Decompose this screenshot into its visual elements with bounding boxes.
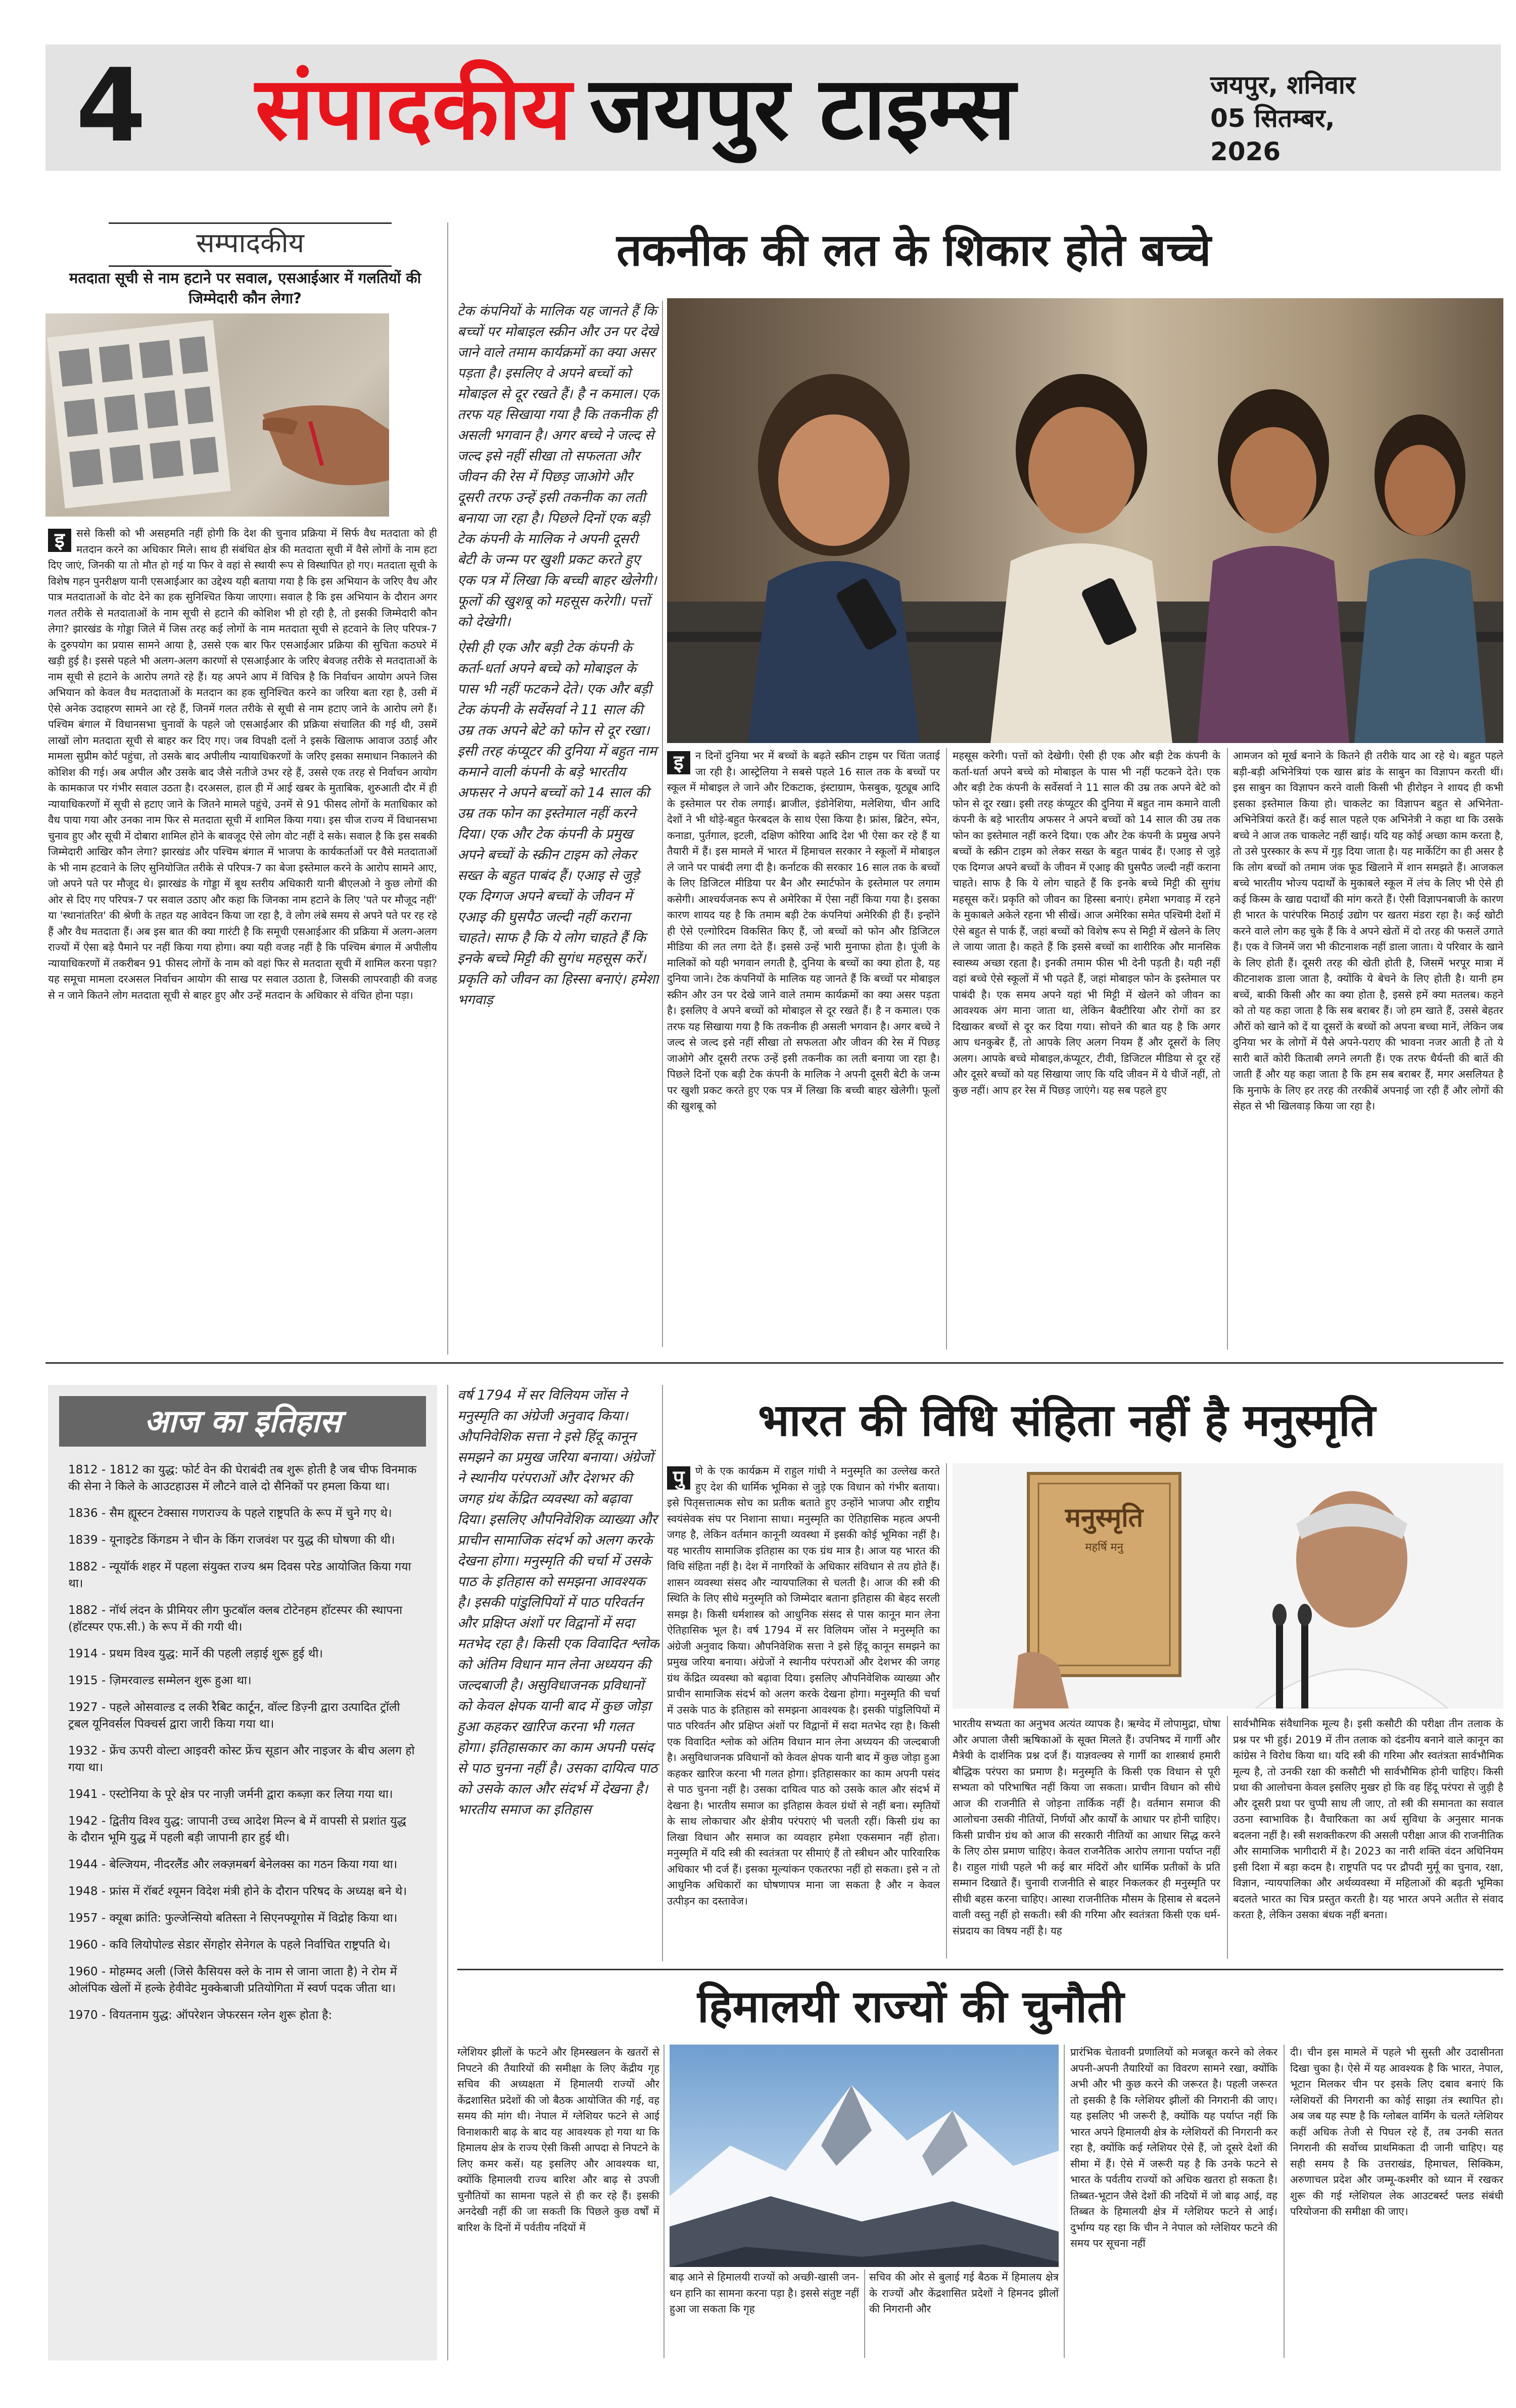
manusmriti-column-2: भारतीय सभ्यता का अनुभव अत्यंत व्यापक है। ऋग्वेद में लोपामुद्रा, घोषा और अपाला जैसी ऋषिकाओं के सूक्त मिलते हैं। उपनिषद में गार्गी और मैत्रेयी के दार्शनिक प्रश्न दर्ज हैं। याज्ञवल्क्य से गार्गी का शास्त्रार्थ हमारी बौद्धिक परंपरा का प्रमाण है। मनुस्मृति के किसी एक विधान से पूरी सभ्यता को परिभाषित नहीं किया जा सकता। प्राचीन विधान को सीधे आज की राजनीति से जोड़ना तार्किक नहीं है। वर्तमान समाज की आलोचना उसकी नीतियों, निर्णयों और कार्यों के आधार पर होनी चाहिए। किसी प्राचीन ग्रंथ को आज की सरकारी नीतियों का आधार सिद्ध करने के लिए ठोस प्रमाण चाहिए। केवल राजनैतिक आरोप लगाना पर्याप्त नहीं है। राहुल गांधी पहले भी कई बार मंदिरों और धार्मिक प्रतीकों के प्रति सम्मान दिखाते हैं। चुनावी राजनीति से बाहर निकलकर ही मनुस्मृति पर सीधी बहस करना चाहिए। आस्था राजनीतिक मौसम के हिसाब से बदलने वाली वस्तु नहीं हो सकती। स्त्री की गरिमा और स्वतंत्रता किसी एक धर्म-संप्रदाय का विषय नहीं है। यह [953, 1718, 1220, 1937]
sampadkiya-text: ससे किसी को भी असहमति नहीं होगी कि देश की चुनाव प्रक्रिया में सिर्फ वैध मतदाता को ही मतदान करने का अधिकार मिले। साथ ही संबंधित क्षेत्र की मतदाता सूची में वैसे लोगों के नाम हटा दिए जाएं, जिनकी या तो मौत हो गई या फिर वे वहां से स्थायी रूप से विस्थापित हो गए। मतदाता सूची के विशेष गहन पुनरीक्षण यानी एसआईआर का उद्देश्य यही बताया गया है कि इस अभियान के जरिए वैध और पात्र मतदाताओं के वोट देने का हक सुनिश्चित किया जाएगा। सवाल है कि इस अभियान के दौरान अगर गलत तरीके से मतदाताओं के नाम सूची से हटाने की कोशिश भी हो रही है, तो इसकी जिम्मेदारी कौन लेगा? झारखंड के गोड्डा जिले में जिस तरह कई लोगों के नाम मतदाता सूची से हटवाने के लिए परिपत्र-7 के दुरुपयोग का प्रयास सामने आया है, उससे एक बार फिर एसआईआर प्रक्रिया की सुचिता कठघरे में खड़ी हुई है। इससे पहले भी अलग-अलग कारणों से एसआईआर के जरिए बेवजह तरीके से मतदाताओं के नाम सूची से हटाने के आरोप लगते रहे हैं। यह अपने आप में विचित्र है कि निर्वाचन आयोग अपने जिस अभियान को केवल वैध मतदाताओं के मतदान का हक सुनिश्चित करने का जरिया बता रहा है, उसी में ऐसे अनेक उदाहरण सामने आ रहे हैं, जिनमें गलत तरीके से सूची से नाम हटाए जाने के आरोप लगे हैं। पश्चिम बंगाल में विधानसभा चुनावों के पहले जो एसआईआर की प्रक्रिया संचालित की गई थी, उसमें लाखों लोग मतदाता सूची से बाहर कर दिए गए। जब विपक्षी दलों ने इसके खिलाफ आवाज उठाई और मामला सुप्रीम कोर्ट पहुंचा, तो उसके बाद अपीलीय न्यायाधिकरणों के जरिए इसका समाधान निकालने की कोशिश की गई। अब अपील और उसके बाद जैसे नतीजे उभर रहे हैं, उससे एक तरह से निर्वाचन आयोग के कामकाज पर गंभीर सवाल उठता है। दरअसल, हाल ही में आई खबर के मुताबिक, शुरुआती दौर में ही न्यायाधिकरणों में सूची से हटाए जाने के जितने मामले पहुंचे, उनमें से 91 फीसद लोगों के मताधिकार को वैध पाया गया और उनका नाम फिर से मतदाता सूची में शामिल किया गया। इस चीज राज्य में विधानसभा चुनाव हुए और सूची में दोबारा शामिल होने के बावजूद ऐसे लोग वोट नहीं दे सके। सवाल है कि इस सबकी जिम्मेदारी आखिर कौन लेगा? झारखंड और पश्चिम बंगाल में भाजपा के कार्यकर्ताओं पर वैसे मतदाताओं के भी नाम हटवाने के लिए सुनियोजित तरीके से परिपत्र-7 का बेजा इस्तेमाल करने के आरोप सामने आए, जो अपने पते पर मौजूद थे। झारखंड के गोड्डा में बूथ स्तरीय अधिकारी यानी बीएलओ ने कुछ लोगों की ओर से दिए गए परिपत्र-7 पर सवाल उठाए और कहा कि जिनका नाम हटाने के लिए 'पते पर मौजूद नहीं' या 'स्थानांतरित' की श्रेणी के तहत यह आवेदन किया जा रहा है, वे लोग लंबे समय से अपने पते पर रह रहे हैं और वैध मतदाता हैं। अब इस बात की क्या गारंटी है कि समूची एसआईआर की प्रक्रिया में अलग-अलग राज्यों में ऐसा बड़े पैमाने पर नहीं किया गया होगा। क्या यही वजह नहीं है कि पश्चिम बंगाल में अपीलीय न्यायाधिकरणों में तकरीबन 91 फीसद लोगों के नाम को वहां फिर से मतदाता सूची में शामिल करना पड़ा? यह समूचा मामला दरअसल निर्वाचन आयोग की साख पर सवाल उठाता है, जिसकी लापरवाही की वजह से न जाने कितने लोग मतदाता सूची से बाहर हुए और उन्हें मतदान के अधिकार से वंचित होना पड़ा। [48, 527, 437, 1001]
tech-column-3: आमजन को मूर्ख बनाने के कितने ही तरीके याद आ रहे थे। बहुत पहले बड़ी-बड़ी अभिनेत्रियां एक खास ब्रांड के साबुन का विज्ञापन करती थीं। इस साबुन का विज्ञापन करने वाली किसी भी हीरोइन ने शायद ही कभी इसका इस्तेमाल किया हो। चाकलेट का विज्ञापन बहुत से अभिनेता-अभिनेत्रियां करते हैं। कई साल पहले एक अभिनेत्री ने कहा था कि उसके बच्चे ने आज तक चाकलेट नहीं खाई। यदि यह कोई अच्छा काम करता है, तो उसे पुरस्कार के रूप में गुड़ दिया जाता है। यह मार्केटिंग का ही असर है कि लोग बच्चों को तमाम जंक फूड खिलाने में शान समझते हैं। आजकल बच्चे भारतीय भोज्य पदार्थों के मुकाबले स्कूल में लंच के लिए भी ऐसे ही कई किस्म के खाद्य पदार्थों की मांग करते हैं। ऐसी विज्ञापनबाजी के कारण ही भारत के पारंपरिक मिठाई उद्योग पर खतरा मंडरा रहा है। कई खोटी करने वाले लोग कह चुके हैं कि वे अपने खेतों में दो तरह की फसलें उगाते हैं। एक वे जिनमें जरा भी कीटनाशक नहीं डाला जाता। ये परिवार के खाने के लिए होती हैं। दूसरी तरह की खेती होती है, जिसमें भरपूर मात्रा में कीटनाशक डाला जाता है, क्योंकि ये बेचने के लिए होती है। यानी हम बच्चें, बाकी किसी और का क्या होता है, इससे हमें क्या मतलब। कहने को तो यह कहा जाता है कि सब बराबर हैं। जो हम खाते हैं, उससे बेहतर औरों को खाने को दें या दूसरों के बच्चों को अपना बच्चा मानें, लेकिन जब दुनिया भर के लोगों में पैसे अपने-पराए की भावना नजर आती है तो ये सारी बातें कोरी किताबी लगने लगती हैं। एक तरफ धैर्यन्ती की बातें की जाती हैं और यह कहा जाता है कि हम सब बराबर हैं, मगर असलियत है कि मुनाफे के लिए हर तरह की तरकीबें अपनाई जा रही हैं और लोगों की सेहत से भी खिलवाड़ किया जा रहा है। [1233, 750, 1503, 1112]
himalaya-column-3: सचिव की ओर से बुलाई गई बैठक में हिमालय क्षेत्र के राज्यों और केंद्रशासित प्रदेशों ने हिमनद झीलों की निगरानी और [869, 2271, 1059, 2315]
tech-col1-text: न दिनों दुनिया भर में बच्चों के बढ़ते स्क्रीन टाइम पर चिंता जताई जा रही है। आस्ट्रेलिया ने सबसे पहले 16 साल तक के बच्चों पर स्कूल में मोबाइल ले जाने और टिकटाक, इंस्टाग्राम, फेसबुक, यूट्यूब आदि के इस्तेमाल पर रोक लगाई। ब्राजील, इंडोनेशिया, मलेशिया, चीन आदि देशों ने भी थोड़े-बहुत फेरबदल के साथ ऐसा किया है। फ्रांस, ब्रिटेन, स्पेन, कनाडा, पुर्तगाल, इटली, दक्षिण कोरिया आदि देश भी ऐसा कर रहे हैं या तैयारी में हैं। इस मामले में भारत में हिमाचल सरकार ने स्कूलों में मोबाइल ले जाने पर पाबंदी लगा दी है। कर्नाटक की सरकार 16 साल तक के बच्चों के लिए डिजिटल मीडिया पर बैन और स्मार्टफोन के इस्तेमाल पर लगाम कसेगी। आश्चर्यजनक रूप से अमेरिका में ऐसा नहीं किया गया है। इसका कारण शायद यह है कि तमाम बड़ी टेक कंपनियां अमेरिकी ही हैं। इन्होंने ही ऐसे एल्गोरिदम विकसित किए हैं, जो बच्चों को फोन और डिजिटल मीडिया की लत लगा देते हैं। इससे उन्हें भारी मुनाफा होता है। पूंजी के मालिकों को यही भगवान लगती है, दुनिया के बच्चों का क्या होता है, यह दुनिया जाने। टेक कंपनियों के मालिक यह जानते हैं कि बच्चों पर मोबाइल स्क्रीन और उन पर देखे जाने वाले तमाम कार्यक्रमों का क्या असर पड़ता है। इसलिए वे अपने बच्चों को मोबाइल से दूर रखते हैं। है न कमाल। एक तरफ यह सिखाया गया है कि तकनीक ही असली भगवान है। अगर बच्चे ने जल्द से जल्द इसे नहीं सीखा तो सफलता और जीवन की रेस में पिछड़ जाओगे और दूसरी तरफ उन्हें इसी तकनीक का लती बनाया जा रहा है। पिछले दिनों एक बड़ी टेक कंपनी के मालिक ने अपनी दूसरी बेटी के जन्म पर खुशी प्रकट करते हुए एक पत्र में लिखा कि बच्ची बाहर खेलेगी। फूलों की खुशबू को [667, 750, 940, 1112]
manusmriti-dropcap: पु [667, 1466, 690, 1490]
history-item: 1812 - 1812 का युद्ध: फोर्ट वेन की घेराबंदी तब शुरू होती है जब चीफ विनमाक की सेना ने किले के आउटहाउस में लौटने वाले दो सैनिकों पर हमला किया था। [68, 1463, 417, 1493]
column-divider [946, 748, 947, 1350]
voter-list-photo [45, 313, 389, 517]
manusmriti-headline: भारत की विधि संहिता नहीं है मनुस्मृति [758, 1394, 1376, 1446]
sampadkiya-body [48, 526, 437, 1350]
tech-column-2: महसूस करेगी। पत्तों को देखेगी। ऐसी ही एक और बड़ी टेक कंपनी के कर्ता-धर्ता अपने बच्चे को मोबाइल के पास भी नहीं फटकने देते। एक और बड़ी टेक कंपनी के सर्वेसर्वा ने 11 साल की उम्र तक अपने बेटे को फोन से दूर रखा। इसी तरह कंप्यूटर की दुनिया में बहुत नाम कमाने वाली कंपनी के बड़े भारतीय अफसर ने अपने बच्चों को 14 साल की उम्र तक फोन का इस्तेमाल नहीं करने दिया। एक और टेक कंपनी के प्रमुख अपने बच्चों के स्क्रीन टाइम को लेकर सख्त के बहुत पाबंद हैं। एआइ से जुड़े एक दिग्गज अपने बच्चों के जीवन में एआइ की घुसपैठ जल्दी नहीं कराना चाहते। साफ है कि ये लोग चाहते हैं कि इनके बच्चे मिट्टी की सुगंध महसूस करें। प्रकृति को जीवन का हिस्सा बनाएं। हमेशा भगवाड़ में रहने के मुकाबले अकेले रहना भी सीखें। आज अमेरिका समेत पश्चिमी देशों में ऐसे बहुत से पार्क हैं, जहां बच्चों को विशेष रूप से मिट्टी में खेलने के लिए ले जाया जाता है। कहते हैं कि इससे बच्चों का शारीरिक और मानसिक स्वास्थ्य अच्छा रहता है। इनकी तमाम फीस भी देनी पड़ती है। यही नहीं वहां बच्चे ऐसे स्कूलों में भी पढ़ते हैं, जहां मोबाइल फोन के इस्तेमाल पर पाबंदी है। एक समय अपने यहां भी मिट्टी में खेलने को जीवन का आवश्यक अंग माना जाता था, लेकिन बैक्टीरिया और रोगों का डर दिखाकर बच्चों से दूर कर दिया गया। सोचने की बात यह है कि अगर आप धनकुबेर हैं, तो आपके लिए अलग नियम हैं और दूसरों के लिए अलग। आपके बच्चे मोबाइल,कंप्यूटर, टीवी, डिजिटल मीडिया से दूर रहें और दूसरे बच्चों को यह सिखाया जाए कि यदि जीवन में ये चीजें नहीं, तो कुछ नहीं। आप हर रेस में पिछड़ जाएंगे। यह सब पहले हुए [953, 750, 1220, 1096]
column-divider [946, 1463, 947, 1959]
himalaya-headline: हिमालयी राज्यों की चुनौती [697, 1980, 1124, 2032]
manusmriti-pull-quote: वर्ष 1794 में सर विलियम जोंस ने मनुस्मृति का अंग्रेजी अनुवाद किया। औपनिवेशिक सत्ता ने इसे हिंदू कानून समझने का प्रमुख जरिया बनाया। अंग्रेजों ने स्थानीय परंपराओं और देशभर की जगह ग्रंथ केंद्रित व्यवस्था को बढ़ावा दिया। इसलिए औपनिवेशिक व्याख्या और प्राचीन सामाजिक संदर्भ को अलग करके देखना होगा। मनुस्मृति की चर्चा में उसके पाठ के इतिहास को समझना आवश्यक है। इसकी पांडुलिपियों में पाठ परिवर्तन और प्रक्षिप्त अंशों पर विद्वानों में सदा मतभेद रहा है। किसी एक विवादित श्लोक को अंतिम विधान मान लेना अध्ययन की जल्दबाजी है। असुविधाजनक प्रविधानों को केवल क्षेपक यानी बाद में कुछ जोड़ा हुआ कहकर खारिज करना भी गलत होगा। इतिहासकार का काम अपनी पसंद से पाठ चुनना नहीं है। उसका दायित्व पाठ को उसके काल और संदर्भ में देखना है। भारतीय समाज का इतिहास [457, 1387, 659, 1818]
tech-headline: तकनीक की लत के शिकार होते बच्चे [617, 224, 1211, 276]
himalaya-column-5: दी। चीन इस मामले में पहले भी सुस्ती और उदासीनता दिखा चुका है। ऐसे में यह आवश्यक है कि भारत, नेपाल, भूटान मिलकर चीन पर इसके लिए दबाव बनाएं कि ग्लेशियरों की निगरानी का कोई साझा तंत्र स्थापित हो। अब जब यह स्पष्ट है कि ग्लोबल वार्मिंग के चलते ग्लेशियर कहीं अधिक तेजी से पिघल रहे हैं, तब उनकी सतत निगरानी की सर्वोच्च प्राथमिकता दी जानी चाहिए। यह सही समय है कि उत्तराखंड, हिमाचल, सिक्किम, अरुणाचल प्रदेश और जम्मू-कश्मीर को ध्यान में रखकर शुरू की गई ग्लेशियल लेक आउटबर्स्ट फ्लड संबंधी परियोजना की समीक्षा की जाए। [1290, 2046, 1503, 2217]
history-item: 1915 - ज़िमरवाल्ड सम्मेलन शुरू हुआ था। [68, 1674, 252, 1687]
history-item: 1882 - नॉर्थ लंदन के प्रीमियर लीग फुटबॉल क्लब टोटेनहम हॉटस्पर की स्थापना (हॉटस्पर एफ.सी.) के रूप में की गयी थी। [68, 1604, 403, 1634]
tech-quote-1: टेक कंपनियों के मालिक यह जानते हैं कि बच्चों पर मोबाइल स्क्रीन और उन पर देखे जाने वाले तमाम कार्यक्रमों का क्या असर पड़ता है। इसलिए वे अपने बच्चों को मोबाइल से दूर रखते हैं। है न कमाल। एक तरफ यह सिखाया गया है कि तकनीक ही असली भगवान है। अगर बच्चे ने जल्द से जल्द इसे नहीं सीखा तो सफलता और जीवन की रेस में पिछड़ जाओगे और दूसरी तरफ उन्हें इसी तकनीक का लती बनाया जा रहा है। पिछले दिनों एक बड़ी टेक कंपनी के मालिक ने अपनी दूसरी बेटी के जन्म पर खुशी प्रकट करते हुए एक पत्र में लिखा कि बच्ची बाहर खेलेगी। फूलों की खुशबू को महसूस करेगी। पत्तों को देखेगी। [457, 303, 659, 630]
column-divider [1227, 1716, 1228, 1959]
manusmriti-column-1 [667, 1463, 940, 1959]
manusmriti-col1-text: णे के एक कार्यक्रम में राहुल गांधी ने मनुस्मृति का उल्लेख करते हुए देश की धार्मिक भूमिका से जुड़े एक विधान को गंभीर बताया। इसे पितृसत्तात्मक सोच का प्रतीक बताते हुए उन्होंने भाजपा और राष्ट्रीय स्वयंसेवक संघ पर निशाना साधा। मनुस्मृति का ऐतिहासिक महत्व अपनी जगह है, लेकिन वर्तमान कानूनी व्यवस्था में इसकी कोई भूमिका नहीं है। यह भारतीय सामाजिक इतिहास का एक ग्रंथ मात्र है। आज यह भारत की विधि संहिता नहीं है। देश में नागरिकों के अधिकार संविधान से तय होते हैं। शासन व्यवस्था संसद और न्यायपालिका से चलती है। आज की स्त्री की स्थिति के लिए सीधे मनुस्मृति को जिम्मेदार बताना इतिहास की बेहद सरली समझ है। किसी धर्मशास्त्र को आधुनिक संसद से पास कानून मान लेना ऐतिहासिक भूल है। वर्ष 1794 में सर विलियम जोंस ने मनुस्मृति का अंग्रेजी अनुवाद किया। औपनिवेशिक सत्ता ने इसे हिंदू कानून समझने का प्रमुख जरिया बनाया। अंग्रेजों ने स्थानीय परंपराओं और देशभर की जगह ग्रंथ केंद्रित व्यवस्था को बढ़ावा दिया। इसलिए औपनिवेशिक व्याख्या और प्राचीन सामाजिक संदर्भ को अलग करके देखना होगा। मनुस्मृति की चर्चा में उसके पाठ के इतिहास को समझना आवश्यक है। इसकी पांडुलिपियों में पाठ परिवर्तन और प्रक्षिप्त अंशों पर विद्वानों में सदा मतभेद रहा है। किसी एक विवादित श्लोक को अंतिम विधान मान लेना अध्ययन की जल्दबाजी है। असुविधाजनक प्रविधानों को केवल क्षेपक यानी बाद में कुछ जोड़ा हुआ कहकर खारिज करना भी गलत होगा। इतिहासकार का काम अपनी पसंद से पाठ चुनना नहीं है। उसका दायित्व पाठ को उसके काल और संदर्भ में देखना है। भारतीय समाज का इतिहास केवल ग्रंथों से नहीं बना। स्मृतियों के साथ लोकाचार और क्षेत्रीय परंपराएं भी चलती रहीं। किसी ग्रंथ का लिखा विधान और समाज का व्यवहार हमेशा एकसमान नहीं होता। मनुस्मृति में यदि स्त्री की स्वतंत्रता पर सीमाएं हैं तो स्त्रीधन और पारिवारिक अधिकार भी दर्ज हैं। इसका मूल्यांकन एकतरफा नहीं हो सकता। इसे न तो आधुनिक अधिकारों का घोषणापत्र माना जा सकता है और न केवल उत्पीड़न का दस्तावेज। [667, 1465, 940, 1907]
history-item: 1914 - प्रथम विश्व युद्ध: मार्ने की पहली लड़ाई शुरू हुई थी। [68, 1647, 323, 1660]
section-title: संपादकीय [255, 58, 572, 159]
himalaya-mountain-photo [670, 2045, 1059, 2267]
tech-column-1 [667, 748, 940, 1350]
children-phones-photo [667, 298, 1503, 743]
manusmriti-column-3: सार्वभौमिक संवैधानिक मूल्य है। इसी कसौटी की परीक्षा तीन तलाक के प्रश्न पर भी हुई। 2019 में तीन तलाक को दंडनीय बनाने वाले कानून का कांग्रेस ने विरोध किया था। यदि स्त्री की गरिमा और स्वतंत्रता सार्वभौमिक मूल्य है, तो उनकी रक्षा की कसौटी भी सार्वभौमिक होनी चाहिए। किसी प्रथा की आलोचना केवल इसलिए मुखर हो कि वह हिंदू परंपरा से जुड़ी है और दूसरी प्रथा पर चुप्पी साध ली जाए, तो स्त्री की समानता का सवाल उठना स्वाभाविक है। वैचारिकता का अर्थ सुविधा के अनुसार मानक बदलना नहीं है। स्त्री सशक्तीकरण की असली परीक्षा आज की राजनीतिक और सामाजिक भागीदारी में है। 2023 का नारी शक्ति वंदन अधिनियम इसी दिशा में बड़ा कदम है। राष्ट्रपति पद पर द्रौपदी मुर्मू का चुनाव, रक्षा, विज्ञान, न्यायपालिका और अर्थव्यवस्था में महिलाओं की बढ़ती भूमिका बदलते भारत का चित्र प्रस्तुत करती है। यह भारत अपने अतीत से संवाद करता है, लेकिन उसका बंधक नहीं बनता। [1233, 1718, 1503, 1921]
himalaya-column-1: ग्लेशियर झीलों के फटने और हिमस्खलन के खतरों से निपटने की तैयारियों की समीक्षा के लिए केंद्रीय गृह सचिव की अध्यक्षता में हिमालयी राज्यों और केंद्रशासित प्रदेशों की जो बैठक आयोजित की गई, वह समय की मांग थी। नेपाल में ग्लेशियर फटने से आई विनाशकारी बाढ़ के बाद यह आवश्यक हो गया था कि हिमालय क्षेत्र के राज्य ऐसी किसी आपदा से निपटने के लिए कमर कसें। यह इसलिए और आवश्यक था, क्योंकि हिमालयी राज्य बारिश और बाढ़ से उपजी चुनौतियों का सामना पहले से ही कर रहे हैं। इसकी अनदेखी नहीं की जा सकती कि पिछले कुछ वर्षों में बारिश के दिनों में पर्वतीय नदियों में [457, 2046, 659, 2234]
history-box [48, 1385, 437, 2360]
history-item: 1942 - द्वितीय विश्व युद्ध: जापानी उच्च आदेश मिल्न बे में वापसी से प्रशांत युद्ध के दौरान भूमि युद्ध में पहली बड़ी जापानी हार हुई थी। [68, 1815, 406, 1844]
himalaya-column-4: प्रारंभिक चेतावनी प्रणालियों को मजबूत करने को लेकर अपनी-अपनी तैयारियों का विवरण सामने रखा, क्योंकि अभी और भी कुछ करने की जरूरत है। पहली जरूरत तो इसकी है कि ग्लेशियर झीलों की निगरानी की जाए। यह इसलिए भी जरूरी है, क्योंकि यह पर्याप्त नहीं कि भारत अपने हिमालयी क्षेत्र के ग्लेशियरों की निगरानी कर रहा है, क्योंकि कई ग्लेशियर ऐसे हैं, जो दूसरे देशों की सीमा में हैं। ऐसे में जरूरी यह है कि उनके फटने से भारत के पर्वतीय राज्यों को अधिक खतरा हो सकता है। तिब्बत-भूटान जैसे देशों की नदियों में जो बाढ़ आई, वह तिब्बत के हिमालयी क्षेत्र में ग्लेशियर फटने से आई। दुर्भाग्य यह रहा कि चीन ने नेपाल को ग्लेशियर फटने की समय पर सूचना नहीं [1070, 2046, 1277, 2249]
masthead-title [255, 56, 1016, 162]
tech-dropcap: इ [667, 751, 690, 774]
sampadkiya-dropcap: इ [48, 529, 71, 552]
book-title: मनुस्मृति [1065, 1503, 1144, 1533]
place-day: जयपुर, शनिवार [1210, 70, 1356, 100]
column-divider [447, 222, 448, 1355]
section-divider [45, 1362, 1503, 1364]
history-item: 1948 - फ्रांस में रॉबर्ट श्यूमन विदेश मंत्री होने के दौरान परिषद के अध्यक्ष बने थे। [68, 1885, 407, 1898]
history-item: 1957 - क्यूबा क्रांति: फुल्जेन्सियो बतिस्ता ने सिएनफ्यूगोस में विद्रोह किया था। [68, 1912, 398, 1925]
history-item: 1941 - एस्टोनिया के पूरे क्षेत्र पर नाज़ी जर्मनी द्वारा कब्ज़ा कर लिया गया था। [68, 1788, 393, 1801]
sampadkiya-label: सम्पादकीय [196, 227, 304, 259]
column-divider [1064, 2045, 1065, 2358]
history-item: 1960 - मोहम्मद अली (जिसे कैसियस क्ले के नाम से जाना जाता है) ने रोम में ओलंपिक खेलों में हल्के हेवीवेट मुक्केबाजी प्रतियोगिता में स्वर्ण पदक जीता था। [68, 1965, 397, 1995]
book-subtitle: महर्षि मनु [1085, 1541, 1123, 1554]
tech-quote-2: ऐसी ही एक और बड़ी टेक कंपनी के कर्ता-धर्ता अपने बच्चे को मोबाइल के पास भी नहीं फटकने देते। एक और बड़ी टेक कंपनी के सर्वेसर्वा ने 11 साल की उम्र तक अपने बेटे को फोन से दूर रखा। इसी तरह कंप्यूटर की दुनिया में बहुत नाम कमाने वाली कंपनी के बड़े भारतीय अफसर ने अपने बच्चों को 14 साल की उम्र तक फोन का इस्तेमाल नहीं करने दिया। एक और टेक कंपनी के प्रमुख अपने बच्चों के स्क्रीन टाइम को लेकर सख्त के बहुत पाबंद हैं। एआइ से जुड़े एक दिग्गज अपने बच्चों के जीवन में एआइ की घुसपैठ जल्दी नहीं कराना चाहते। साफ है कि ये लोग चाहते हैं कि इनके बच्चे मिट्टी की सुगंध महसूस करें। प्रकृति को जीवन का हिस्सा बनाएं। हमेशा भगवाड़ [457, 640, 659, 1008]
masthead-date-block [1210, 68, 1402, 168]
history-title: आज का इतिहास [144, 1403, 341, 1440]
history-item: 1882 - न्यूयॉर्क शहर में पहला संयुक्त राज्य श्रम दिवस परेड आयोजित किया गया था। [68, 1560, 411, 1590]
issue-date: 05 सितम्बर, 2026 [1210, 104, 1335, 166]
column-divider [662, 1385, 663, 1961]
column-divider [864, 2270, 865, 2358]
history-item: 1944 - बेल्जियम, नीदरलैंड और लक्ज़मबर्ग बेनेलक्स का गठन किया गया था। [68, 1858, 398, 1871]
himalaya-column-2: बाढ़ आने से हिमालयी राज्यों को अच्छी-खासी जन-धन हानि का सामना करना पड़ा है। इससे संतुष्ट नहीं हुआ जा सकता कि गृह [670, 2271, 859, 2315]
history-item: 1839 - यूनाइटेड किंगडम ने चीन के किंग राजवंश पर युद्ध की घोषणा की थी। [68, 1534, 395, 1547]
tech-pull-quote [457, 301, 659, 1347]
section-divider [457, 1969, 1503, 1970]
speaker-with-book-photo [953, 1463, 1503, 1708]
history-item: 1932 - फ्रेंच ऊपरी वोल्टा आइवरी कोस्ट फ्रेंच सूडान और नाइजर के बीच अलग हो गया था। [68, 1744, 415, 1774]
history-item: 1960 - कवि लियोपोल्ड सेडार सेंगहोर सेनेगल के पहले निर्वाचित राष्ट्रपति थे। [68, 1938, 391, 1952]
history-title-bar [59, 1396, 426, 1447]
column-divider [662, 301, 663, 1347]
history-list [48, 1447, 437, 2024]
sampadkiya-headline: मतदाता सूची से नाम हटाने पर सवाल, एसआईआर में गलतियों की जिम्मेदारी कौन लेगा? [69, 269, 421, 307]
history-item: 1927 - पहले ओसवाल्ड द लकी रैबिट कार्टून, वॉल्ट डिज़्नी द्वारा उत्पादित ट्रॉली ट्रबल यूनिवर्सल पिक्चर्स द्वारा जारी किया गया था। [68, 1701, 400, 1731]
column-divider [447, 1385, 448, 2360]
history-item: 1836 - सैम ह्यूस्टन टेक्सास गणराज्य के पहले राष्ट्रपति के रूप में चुने गए थे। [68, 1507, 392, 1520]
column-divider [664, 2045, 665, 2358]
column-divider [1284, 2045, 1285, 2358]
page-number: 4 [76, 47, 147, 165]
column-divider [1227, 748, 1228, 1350]
sampadkiya-label-box [109, 222, 392, 267]
history-item: 1970 - वियतनाम युद्ध: ऑपरेशन जेफरसन ग्लेन शुरू होता है: [68, 2009, 333, 2022]
paper-name: जयपुर टाइम्स [589, 58, 1016, 159]
